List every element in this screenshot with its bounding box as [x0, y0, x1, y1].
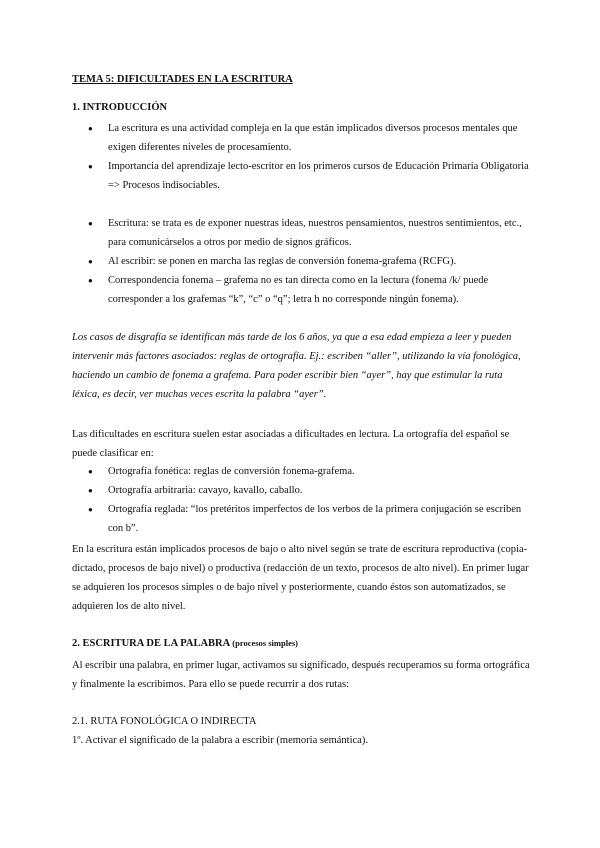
dysgraphia-paragraph: Los casos de disgrafía se identifican más tarde de los 6 años, ya que a esa edad empieza a leer y pueden intervenir más factores asociados: reglas de ortografía. Ej.: escriben “aller”, utilizando la vía fonológica, haciendo un cambio de fonema a grafema. Para poder escribir bien “ayer”, hay que estimular la ruta léxica, es decir, ver muchas veces escrita la palabra “ayer”.: [72, 332, 521, 400]
list-item: ● Importancia del aprendizaje lecto-escritor en los primeros cursos de Educación Primaria Obligatoria => Procesos indisociables.: [72, 157, 532, 195]
intro-bullet-list-b: [72, 214, 532, 309]
orthography-bullet-list: [72, 462, 532, 538]
list-item: ● Ortografía arbitraria: cavayo, kavallo, caballo.: [72, 481, 532, 500]
orthography-intro-paragraph: Las dificultades en escritura suelen estar asociadas a dificultades en lectura. La ortografía del español se puede clasificar en:: [72, 429, 510, 459]
subsection-2-1-heading: 2.1. RUTA FONOLÓGICA O INDIRECTA: [72, 716, 257, 727]
document-title: TEMA 5: DIFICULTADES EN LA ESCRITURA: [72, 74, 293, 85]
processing-levels-paragraph: En la escritura están implicados procesos de bajo o alto nivel según se trate de escritura reproductiva (copia-dictado, procesos de bajo nivel) o productiva (redacción de un texto, procesos de alto nivel). En primer lugar se adquieren los procesos simples o de bajo nivel y posteriormente, cuando éstos son automatizados, se adquieren los de alto nivel.: [72, 544, 529, 612]
section-2-heading-suffix: (procesos simples): [232, 638, 298, 648]
list-item: ● Ortografía fonética: reglas de conversión fonema-grafema.: [72, 462, 532, 481]
list-item: ● Correspondencia fonema – grafema no es tan directa como en la lectura (fonema /k/ puede corresponder a los grafemas “k”, “c” o “q”; letra h no corresponde ningún fonema).: [72, 271, 532, 309]
step-1-text: 1º. Activar el significado de la palabra a escribir (memoria semántica).: [72, 735, 368, 746]
list-item: ● Escritura: se trata es de exponer nuestras ideas, nuestros pensamientos, nuestros sentimientos, etc., para comunicárselos a otros por medio de signos gráficos.: [72, 214, 532, 252]
list-item: ● La escritura es una actividad compleja en la que están implicados diversos procesos mentales que exigen diferentes niveles de procesamiento.: [72, 119, 532, 157]
list-item: ● Al escribir: se ponen en marcha las reglas de conversión fonema-grafema (RCFG).: [72, 252, 532, 271]
intro-bullet-list-a: [72, 119, 532, 195]
section-2-heading: [72, 634, 532, 653]
section-1-heading: 1. INTRODUCCIÓN: [72, 102, 168, 113]
list-item: ● Ortografía reglada: “los pretéritos imperfectos de los verbos de la primera conjugación se escriben con b”.: [72, 500, 532, 538]
section-2-heading-text: 2. ESCRITURA DE LA PALABRA: [72, 638, 230, 649]
word-writing-paragraph: Al escribir una palabra, en primer lugar, activamos su significado, después recuperamos su forma ortográfica y finalmente la escribimos. Para ello se puede recurrir a dos rutas:: [72, 660, 530, 690]
